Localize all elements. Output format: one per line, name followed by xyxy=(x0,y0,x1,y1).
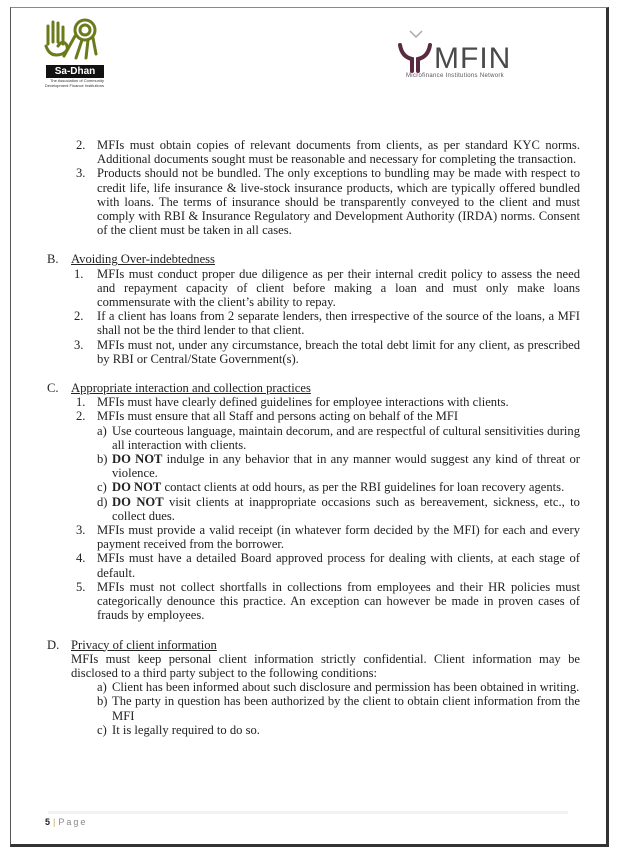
sub-list-item: d) DO NOT visit clients at inappropriate occasions such as bereavement, sickness, etc., to collect dues. xyxy=(97,494,580,523)
sub-list-item: a) Use courteous language, maintain decorum, and are respectful of cultural sensitivities during all interaction with clients. xyxy=(97,423,580,452)
list-item: 2. If a client has loans from 2 separate lenders, then irrespective of the source of the loans, a MFI shall not be the third lender to that client. xyxy=(74,309,580,338)
section-c-heading: C. Appropriate interaction and collection practices xyxy=(47,381,311,396)
section-d-heading: D. Privacy of client information xyxy=(47,637,217,652)
page-label: Page xyxy=(58,817,88,827)
sub-list-item: c) It is legally required to do so. xyxy=(97,722,260,737)
document-body xyxy=(40,138,580,737)
list-item: 3. MFIs must not, under any circumstance, breach the total debt limit for any client, as prescribed by RBI or Central/State Government(s). xyxy=(74,337,580,366)
sub-list-item: b) The party in question has been authorized by the client to obtain client information from the MFI xyxy=(97,694,580,723)
footer-separator: | xyxy=(53,817,56,827)
mfin-subtitle: Microfinance Institutions Network xyxy=(406,73,504,79)
list-item: 1. MFIs must conduct proper due diligence as per their internal credit policy to assess the need and repayment capacity of client before making a loan and must only make loans commensurate with the client’s ability to repay. xyxy=(74,266,580,310)
section-title: Avoiding Over-indebtedness xyxy=(71,252,215,267)
sub-list-item: b) DO NOT indulge in any behavior that in any manner would suggest any kind of threat or violence. xyxy=(97,452,580,481)
sadhan-wordmark: Sa-Dhan xyxy=(46,65,104,78)
list-item: 5. MFIs must not collect shortfalls in collections from employees and their HR policies must categorically denounce this practice. An exception can however be made in proven cases of frauds by employees. xyxy=(76,579,580,623)
list-item: 1. MFIs must have clearly defined guidelines for employee interactions with clients. xyxy=(76,395,509,410)
hands-bird-icon xyxy=(396,27,436,73)
sub-list-item: a) Client has been informed about such disclosure and permission has been obtained in writing. xyxy=(97,680,580,695)
list-item: 3. Products should not be bundled. The only exceptions to bundling may be made with respect to credit life, life insurance & live-stock insurance products, which are typically offered bundled with loans. The terms of insurance should be transparently conveyed to the client and must comply with RBI & Insurance Regulatory and Development Authority (IRDA) norms. Consent of the client must be taken in all cases. xyxy=(76,166,580,238)
list-item: 3. MFIs must provide a valid receipt (in whatever form decided by the MFI) for each and every payment received from the borrower. xyxy=(76,523,580,552)
hands-spiral-icon xyxy=(40,14,102,60)
section-title: Privacy of client information xyxy=(71,637,217,652)
mfin-wordmark: MFIN xyxy=(434,42,512,75)
page-number: 5 xyxy=(45,817,51,827)
list-item: 2. MFIs must obtain copies of relevant documents from clients, as per standard KYC norms. Additional documents sought must be reasonable and necessary for completing the transaction. xyxy=(76,138,580,167)
list-item: 2. MFIs must ensure that all Staff and persons acting on behalf of the MFI xyxy=(76,409,459,424)
page-footer xyxy=(45,817,87,827)
footer-rule xyxy=(48,811,568,814)
section-b-heading: B. Avoiding Over-indebtedness xyxy=(47,252,215,267)
sadhan-subtitle: The Association of Community Development Finance Institutions xyxy=(44,78,104,88)
sub-list-item: c) DO NOT contact clients at odd hours, as per the RBI guidelines for loan recovery agents. xyxy=(97,480,565,495)
section-title: Appropriate interaction and collection practices xyxy=(71,381,311,396)
list-item: 4. MFIs must have a detailed Board approved process for dealing with clients, at each stage of default. xyxy=(76,551,580,580)
mfin-logo xyxy=(396,27,586,87)
sadhan-logo xyxy=(40,14,110,88)
section-d-intro: MFIs must keep personal client information strictly confidential. Client information may be disclosed to a third party subject to the following conditions: xyxy=(71,651,580,680)
